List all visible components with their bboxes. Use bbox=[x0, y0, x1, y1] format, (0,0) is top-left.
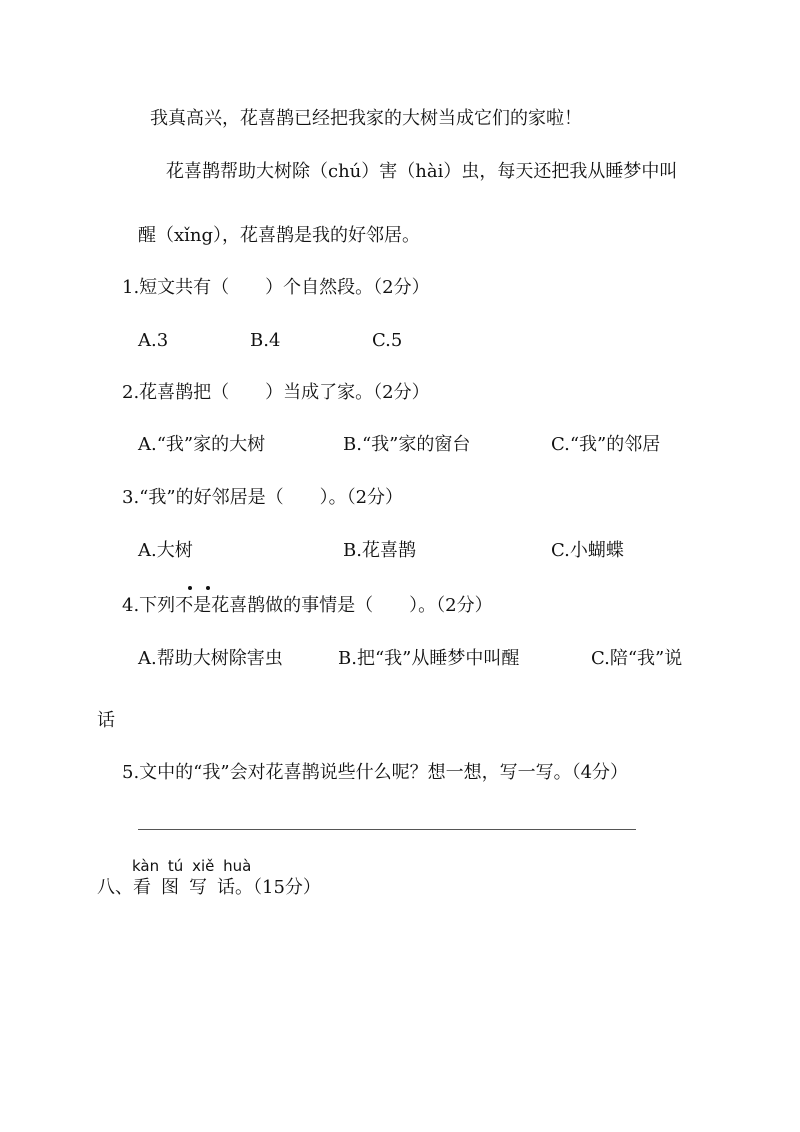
section-8-char-xie: 写 bbox=[189, 877, 217, 898]
section-8-char-tu: 图 bbox=[161, 877, 189, 898]
section-8-title bbox=[97, 876, 321, 900]
question-1-option-c[interactable]: C.5 bbox=[372, 330, 403, 351]
question-1-option-b[interactable]: B.4 bbox=[250, 330, 281, 351]
question-2-prompt: 2.花喜鹊把（ ）当成了家。（2分） bbox=[122, 382, 430, 403]
question-5-prompt: 5.文中的“我”会对花喜鹊说些什么呢？想一想，写一写。（4分） bbox=[122, 762, 629, 783]
passage-paragraph-2-line-2: 醒（xǐng），花喜鹊是我的好邻居。 bbox=[138, 225, 421, 246]
section-8-char-kan: 看 bbox=[133, 877, 161, 898]
emphasis-dot bbox=[206, 586, 210, 590]
question-2-option-a[interactable]: A.“我”家的大树 bbox=[138, 434, 266, 455]
section-8-char-hua: 话 bbox=[217, 877, 235, 898]
question-4-option-b[interactable]: B.把“我”从睡梦中叫醒 bbox=[338, 648, 520, 669]
section-8-score: 。（15分） bbox=[235, 877, 321, 898]
question-4-option-c-wrap: 话 bbox=[97, 710, 115, 731]
answer-line[interactable] bbox=[138, 829, 636, 830]
question-2-option-b[interactable]: B.“我”家的窗台 bbox=[343, 434, 471, 455]
pinyin-tu: tú bbox=[167, 857, 184, 875]
question-4-option-a[interactable]: A.帮助大树除害虫 bbox=[138, 648, 283, 669]
question-3-prompt: 3.“我”的好邻居是（ ）。（2分） bbox=[122, 487, 404, 508]
question-2-option-c[interactable]: C.“我”的邻居 bbox=[551, 434, 661, 455]
question-3-option-b[interactable]: B.花喜鹊 bbox=[343, 540, 416, 561]
question-3-option-a[interactable]: A.大树 bbox=[138, 540, 193, 561]
question-4-option-c[interactable]: C.陪“我”说 bbox=[591, 648, 683, 669]
question-4-emphasized-text: 不是 bbox=[175, 595, 212, 616]
passage-paragraph-1: 我真高兴，花喜鹊已经把我家的大树当成它们的家啦！ bbox=[150, 108, 582, 129]
pinyin-kan: kàn bbox=[132, 857, 160, 875]
question-4-prompt-prefix: 4.下列 bbox=[122, 595, 176, 616]
section-8-pinyin bbox=[132, 857, 251, 875]
question-4-prompt-suffix: 花喜鹊做的事情是（ ）。（2分） bbox=[211, 595, 493, 616]
pinyin-hua: huà bbox=[223, 857, 252, 875]
passage-paragraph-2-line-1: 花喜鹊帮助大树除（chú）害（hài）虫，每天还把我从睡梦中叫 bbox=[166, 161, 678, 182]
question-4-prompt bbox=[122, 594, 493, 618]
pinyin-xie: xiě bbox=[192, 857, 215, 875]
question-1-prompt: 1.短文共有（ ）个自然段。（2分） bbox=[122, 277, 430, 298]
emphasis-dot bbox=[188, 586, 192, 590]
section-8-number: 八、 bbox=[97, 877, 133, 898]
question-3-option-c[interactable]: C.小蝴蝶 bbox=[551, 540, 624, 561]
question-1-option-a[interactable]: A.3 bbox=[138, 330, 169, 351]
